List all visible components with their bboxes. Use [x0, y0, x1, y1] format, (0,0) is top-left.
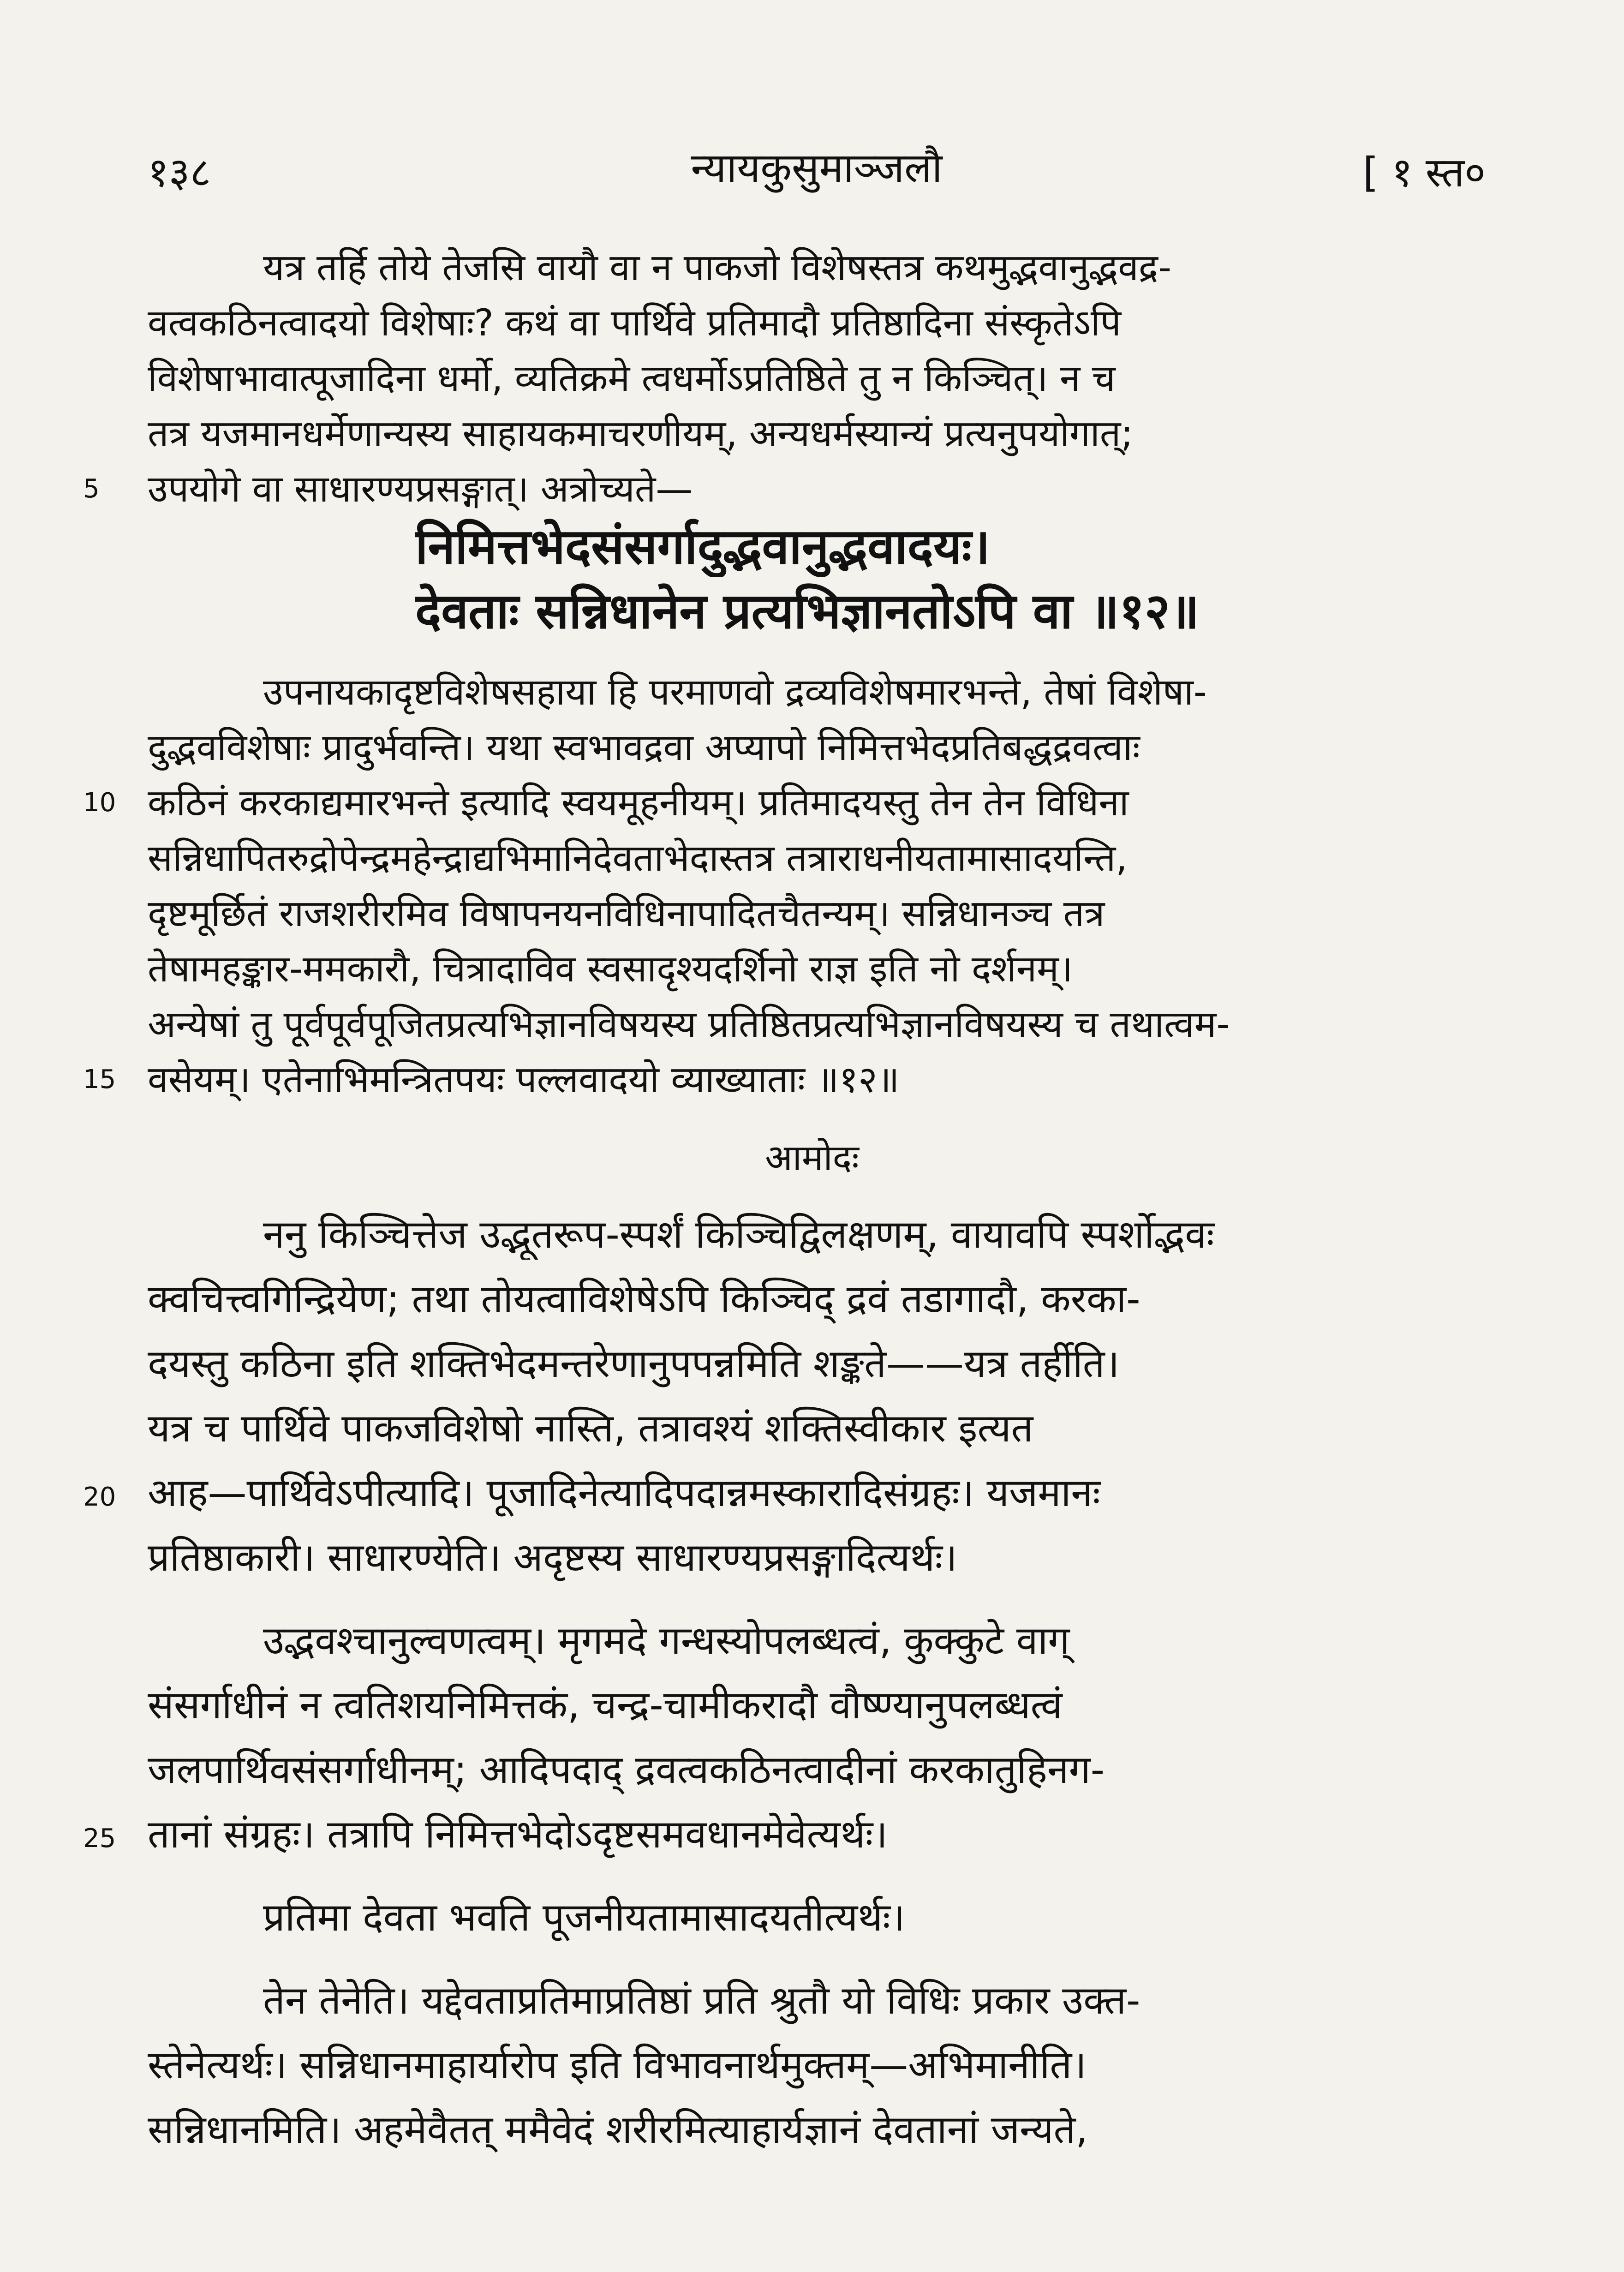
amoda-line: उद्भवश्चानुल्वणत्वम्। मृगमदे गन्धस्योपलब्धत्वं, कुक्कुटे वाग्: [263, 1618, 1070, 1663]
verse-line: देवताः सन्निधानेन प्रत्यभिज्ञानतोऽपि वा ॥१२॥: [415, 583, 1200, 640]
amoda-line: दयस्तु कठिना इति शक्तिभेदमन्तरेणानुपपन्नमिति शङ्कते——यत्र तर्हीति।: [148, 1341, 1120, 1386]
text-line: विशेषाभावात्पूजादिना धर्मो, व्यतिक्रमे त्वधर्मोऽप्रतिष्ठिते तु न किञ्चित्। न च: [148, 357, 1116, 400]
commentary-line: उपनायकादृष्टविशेषसहाया हि परमाणवो द्रव्यविशेषमारभन्ते, तेषां विशेषा-: [263, 670, 1207, 713]
amoda-line: यत्र च पार्थिवे पाकजविशेषो नास्ति, तत्रावश्यं शक्तिस्वीकार इत्यत: [148, 1405, 1033, 1451]
verse-line: निमित्तभेदसंसर्गादुद्भवानुद्भवादयः।: [415, 518, 991, 575]
line-number: 15: [83, 1064, 116, 1094]
line-number: 25: [83, 1824, 116, 1853]
amoda-heading: आमोदः: [765, 1137, 859, 1179]
commentary-line: सन्निधापितरुद्रोपेन्द्रमहेन्द्राद्यभिमानिदेवताभेदास्तत्र तत्राराधनीयतामासादयन्ति,: [148, 837, 1128, 879]
text-line: यत्र तर्हि तोये तेजसि वायौ वा न पाकजो विशेषस्तत्र कथमुद्भवानुद्भवद्र-: [263, 246, 1172, 289]
line-number: 5: [83, 474, 100, 504]
amoda-line: प्रतिमा देवता भवति पूजनीयतामासादयतीत्यर्थः।: [263, 1895, 905, 1940]
amoda-line: प्रतिष्ठाकारी। साधारण्येति। अदृष्टस्य साधारण्यप्रसङ्गादित्यर्थः।: [148, 1535, 957, 1580]
line-number: 10: [83, 788, 116, 818]
commentary-line: दुद्भवविशेषाः प्रादुर्भवन्ति। यथा स्वभावद्रवा अप्यापो निमित्तभेदप्रतिबद्धद्रवत्वाः: [148, 726, 1140, 769]
amoda-line: स्तेनेत्यर्थः। सन्निधानमाहार्यारोप इति विभावनार्थमुक्तम्—अभिमानीति।: [148, 2042, 1087, 2087]
commentary-line: वसेयम्। एतेनाभिमन्त्रितपयः पल्लवादयो व्याख्याताः ॥१२॥: [148, 1058, 900, 1101]
amoda-line: जलपार्थिवसंसर्गाधीनम्; आदिपदाद् द्रवत्वकठिनत्वादीनां करकातुहिनग-: [148, 1747, 1105, 1792]
text-line: वत्वकठिनत्वादयो विशेषाः? कथं वा पार्थिवे प्रतिमादौ प्रतिष्ठादिना संस्कृतेऽपि: [148, 301, 1121, 344]
amoda-line: तेन तेनेति। यद्देवताप्रतिमाप्रतिष्ठां प्रति श्रुतौ यो विधिः प्रकार उक्त-: [263, 1978, 1140, 2023]
running-title: न्यायकुसुमाञ्जलौ: [691, 144, 943, 191]
commentary-line: अन्येषां तु पूर्वपूर्वपूजितप्रत्यभिज्ञानविषयस्य प्रतिष्ठितप्रत्यभिज्ञानविषयस्य च तथात्वम-: [148, 1003, 1230, 1046]
page-header: [148, 134, 1486, 208]
amoda-line: आह—पार्थिवेऽपीत्यादि। पूजादिनेत्यादिपदान्नमस्कारादिसंग्रहः। यजमानः: [148, 1470, 1100, 1515]
amoda-line: तानां संग्रहः। तत्रापि निमित्तभेदोऽदृष्टसमवधानमेवेत्यर्थः।: [148, 1812, 888, 1857]
amoda-line: संसर्गाधीनं न त्वतिशयनिमित्तकं, चन्द्र-चामीकरादौ वौष्ण्यानुपलब्धत्वं: [148, 1682, 1063, 1728]
text-line: उपयोगे वा साधारण्यप्रसङ्गात्। अत्रोच्यते—: [148, 467, 693, 510]
commentary-line: दृष्टमूर्छितं राजशरीरमिव विषापनयनविधिनापादितचैतन्यम्। सन्निधानञ्च तत्र: [148, 892, 1105, 935]
section-marker: [ १ स्त०: [1362, 149, 1486, 196]
line-number: 20: [83, 1482, 116, 1512]
amoda-line: ननु किञ्चित्तेज उद्भूतरूप-स्पर्शं किञ्चिद्विलक्षणम्, वायावपि स्पर्शोद्भवः: [263, 1212, 1214, 1257]
commentary-line: तेषामहङ्कार-ममकारौ, चित्रादाविव स्वसादृश्यदर्शिनो राज्ञ इति नो दर्शनम्।: [148, 947, 1073, 990]
amoda-line: क्वचित्त्वगिन्द्रियेण; तथा तोयत्वाविशेषेऽपि किञ्चिद् द्रवं तडागादौ, करका-: [148, 1276, 1140, 1321]
text-line: तत्र यजमानधर्मेणान्यस्य साहायकमाचरणीयम्, अन्यधर्मस्यान्यं प्रत्यनुपयोगात्;: [148, 412, 1134, 455]
page-number: १३८: [148, 149, 211, 196]
commentary-line: कठिनं करकाद्यमारभन्ते इत्यादि स्वयमूहनीयम्। प्रतिमादयस्तु तेन तेन विधिना: [148, 781, 1129, 824]
amoda-line: सन्निधानमिति। अहमेवैतत् ममैवेदं शरीरमित्याहार्यज्ञानं देवतानां जन्यते,: [148, 2107, 1088, 2152]
